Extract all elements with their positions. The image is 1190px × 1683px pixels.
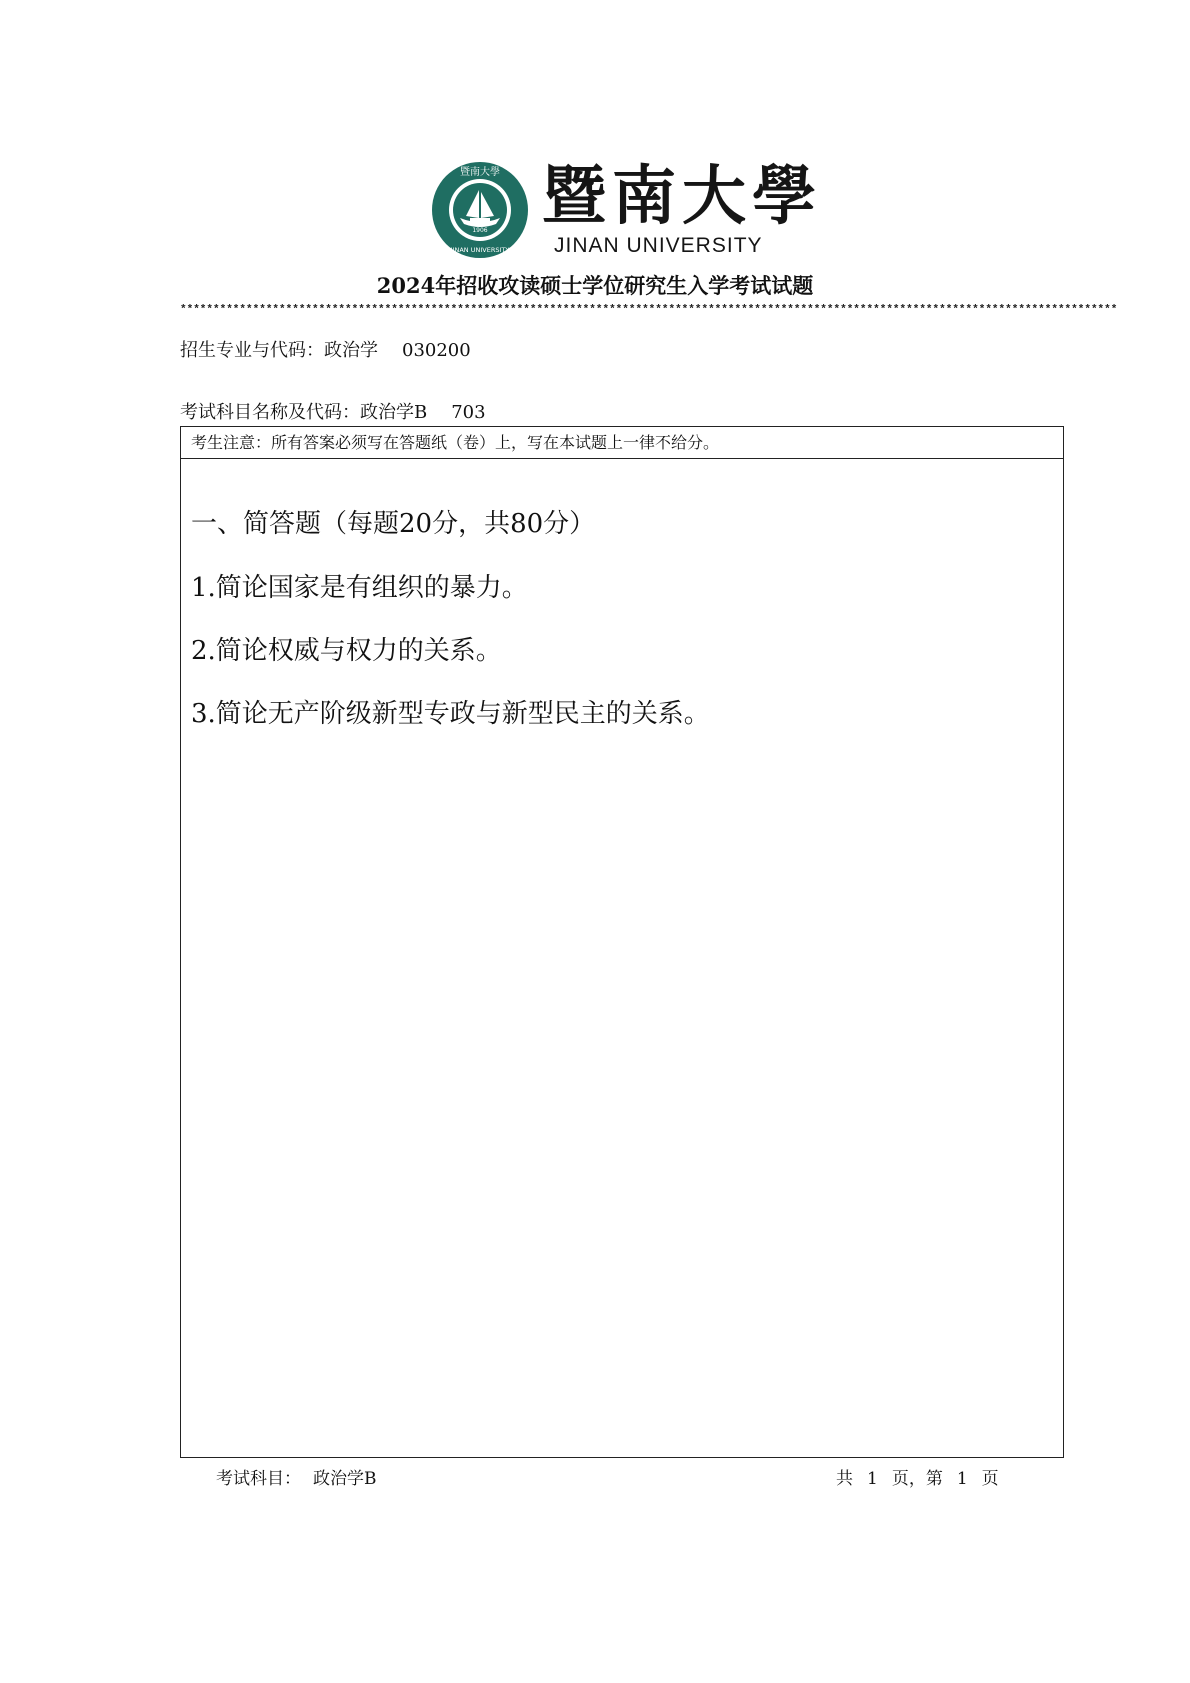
svg-text:1906: 1906 (472, 227, 488, 234)
pages-current: 1 (956, 1469, 968, 1489)
svg-text:暨南大學: 暨南大學 (460, 167, 500, 178)
university-logo (430, 159, 822, 260)
page-counter (836, 1464, 999, 1489)
pages-mid: 页，第 (891, 1469, 943, 1489)
candidate-notice: 考生注意：所有答案必须写在答题纸（卷）上，写在本试题上一律不给分。 (181, 427, 1063, 459)
subject-info (180, 398, 486, 424)
star-separator: ********************************************************************************************************************************************** (180, 304, 1118, 316)
question-item: 1.简论国家是有组织的暴力。 (191, 573, 528, 603)
pages-suffix: 页 (981, 1469, 999, 1489)
footer-subject-value: 政治学B (313, 1469, 377, 1489)
major-code: 030200 (402, 340, 471, 361)
major-info (180, 336, 471, 362)
pages-total-prefix: 共 (836, 1469, 853, 1489)
footer-subject-label: 考试科目： (216, 1469, 301, 1489)
university-name-en: JINAN UNIVERSITY (554, 234, 763, 257)
exam-title: 2024年招收攻读硕士学位研究生入学考试试题 (376, 273, 814, 298)
university-seal-icon (430, 160, 530, 260)
university-name-cn: 暨南大學 (542, 159, 822, 234)
footer-subject (216, 1464, 377, 1489)
pages-total: 1 (867, 1469, 878, 1489)
question-item: 3.简论无产阶级新型专政与新型民主的关系。 (191, 699, 710, 729)
subject-label: 考试科目名称及代码：政治学B (180, 402, 428, 423)
exam-content-box (180, 426, 1064, 1458)
section-heading: 一、简答题（每题20分，共80分） (191, 509, 596, 539)
svg-text:JINAN UNIVERSITY: JINAN UNIVERSITY (450, 246, 510, 254)
question-item: 2.简论权威与权力的关系。 (191, 636, 502, 666)
major-label: 招生专业与代码：政治学 (180, 340, 378, 361)
subject-code: 703 (451, 402, 486, 423)
